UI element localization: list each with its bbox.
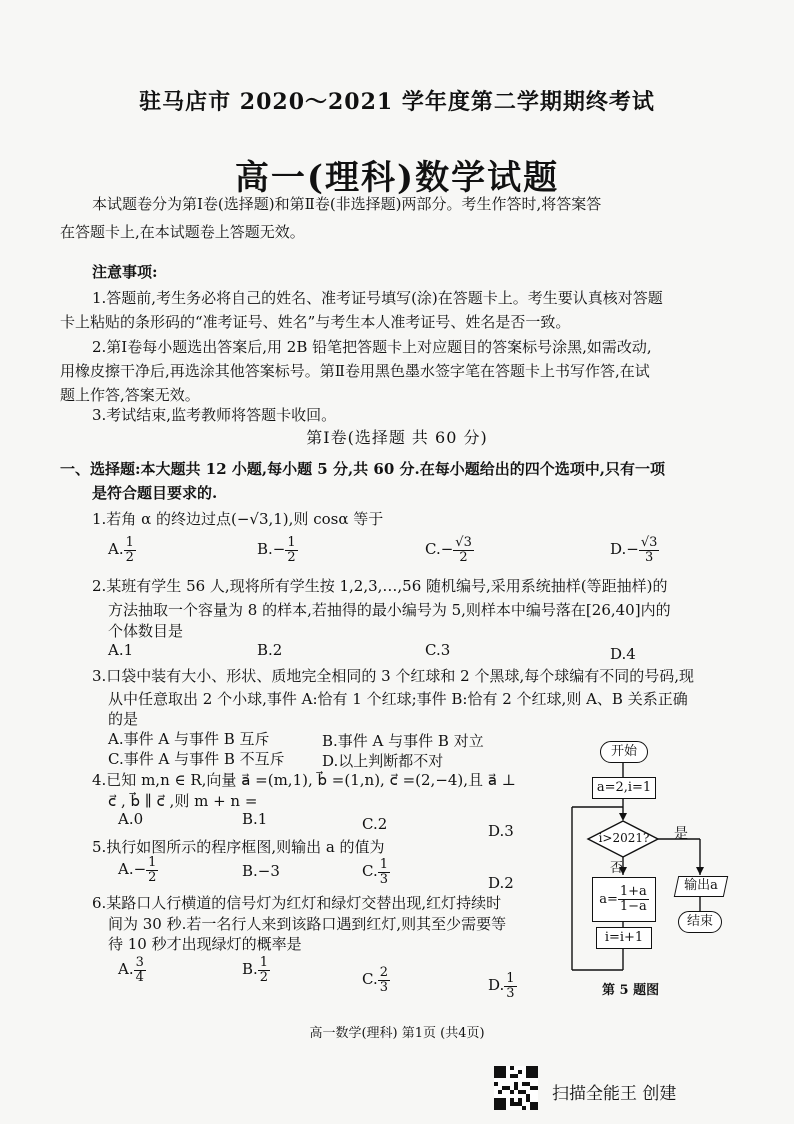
q5-c-num: 1	[379, 857, 388, 872]
q4-option-d: D.3	[488, 822, 514, 840]
q6-d-fraction	[504, 972, 516, 1000]
q2-option-d: D.4	[610, 645, 636, 663]
flow-yes-label: 是	[674, 826, 688, 842]
q2-option-c: C.3	[425, 641, 451, 659]
q4-option-c: C.2	[362, 815, 388, 833]
q1-option-d	[610, 536, 659, 564]
q5-option-b: B.−3	[242, 862, 280, 880]
q5-option-c	[362, 858, 390, 886]
flow-assign-num: 1+a	[619, 884, 647, 900]
q1-option-b	[257, 536, 298, 564]
q6-c-den: 3	[379, 979, 388, 995]
note-2b: 用橡皮擦干净后,再选涂其他答案标号。第Ⅱ卷用黑色墨水签字笔在答题卡上书写作答,在试	[60, 362, 650, 380]
flow-end: 结束	[678, 911, 722, 933]
flowchart-connectors	[560, 735, 740, 995]
q6-c-label: C.	[362, 970, 378, 989]
q5-stem: 5.执行如图所示的程序框图,则输出 a 的值为	[92, 838, 385, 856]
section-title: 第Ⅰ卷(选择题 共 60 分)	[306, 428, 488, 447]
q6-line-1: 6.某路口人行横道的信号灯为红灯和绿灯交替出现,红灯持续时	[92, 894, 502, 912]
q6-b-fraction	[258, 956, 270, 984]
q1-b-label: B.−	[257, 540, 286, 559]
flow-assign-fraction	[618, 885, 649, 913]
q4-option-a: A.0	[118, 810, 144, 828]
section-instruction-b: 是符合题目要求的.	[92, 484, 218, 502]
q4-line-2: c⃗ , b⃗ ∥ c⃗ ,则 m + n =	[108, 792, 258, 810]
flow-start: 开始	[600, 741, 648, 763]
q1-d-den: 3	[644, 549, 654, 565]
q4-line-1: 4.已知 m,n ∈ R,向量 a⃗ =(m,1), b⃗ =(1,n), c⃗ =(2,−4),且 a⃗ ⊥	[92, 771, 516, 789]
q4-option-b: B.1	[242, 810, 268, 828]
q1-c-fraction	[453, 536, 474, 564]
q1-a-fraction	[124, 536, 136, 564]
q6-line-2: 间为 30 秒.若一名行人来到该路口遇到红灯,则其至少需要等	[108, 915, 507, 933]
q6-b-den: 2	[259, 969, 269, 985]
qr-code-icon	[494, 1066, 538, 1110]
q1-c-num: √3	[455, 535, 472, 550]
q6-c-num: 2	[379, 965, 388, 980]
note-3: 3.考试结束,监考教师将答题卡收回。	[92, 406, 337, 424]
q6-b-num: 1	[259, 955, 269, 970]
q1-b-den: 2	[287, 549, 296, 565]
q1-b-num: 1	[287, 535, 296, 550]
q5-a-fraction	[146, 856, 158, 884]
q5-c-den: 3	[379, 871, 388, 887]
q3-line-2: 从中任意取出 2 个小球,事件 A:恰有 1 个红球;事件 B:恰有 2 个红球,则 A、B 关系正确	[108, 690, 688, 708]
q5-a-num: 1	[148, 855, 157, 870]
q1-c-label: C.−	[425, 540, 454, 559]
flow-no-label: 否	[610, 861, 624, 876]
q3-option-c: C.事件 A 与事件 B 不互斥	[108, 750, 285, 768]
q6-d-label: D.	[488, 976, 505, 995]
scanner-watermark: 扫描全能王 创建	[552, 1084, 677, 1104]
q6-d-den: 3	[506, 985, 515, 1001]
q5-a-label: A.−	[118, 860, 147, 879]
q1-b-fraction	[285, 536, 297, 564]
q2-line-3: 个体数目是	[108, 622, 184, 640]
q5-option-d: D.2	[488, 874, 514, 892]
q2-line-1: 2.某班有学生 56 人,现将所有学生按 1,2,3,…,56 随机编号,采用系统抽样(等距抽样)的	[92, 577, 668, 595]
q6-option-a	[118, 956, 146, 984]
flow-output	[674, 876, 728, 897]
q1-d-num: √3	[640, 535, 658, 550]
q3-option-b: B.事件 A 与事件 B 对立	[322, 732, 484, 750]
q6-b-label: B.	[242, 960, 258, 979]
note-1a: 1.答题前,考生务必将自己的姓名、准考证号填写(涂)在答题卡上。考生要认真核对答题	[92, 289, 663, 307]
page-footer: 高一数学(理科) 第1页 (共4页)	[309, 1026, 485, 1041]
intro-line-1: 本试题卷分为第Ⅰ卷(选择题)和第Ⅱ卷(非选择题)两部分。考生作答时,将答案答	[92, 195, 602, 213]
q1-d-fraction	[639, 536, 660, 564]
q6-option-c	[362, 966, 390, 994]
exam-title: 驻马店市 2020～2021 学年度第二学期期终考试	[139, 89, 655, 115]
flow-assign-lhs: a=	[599, 892, 618, 907]
q6-a-label: A.	[118, 960, 134, 979]
q3-option-d: D.以上判断都不对	[322, 752, 444, 770]
q6-a-num: 3	[135, 955, 144, 970]
q5-option-a	[118, 856, 158, 884]
intro-line-2: 在答题卡上,在本试题卷上答题无效。	[60, 223, 305, 241]
q1-a-label: A.	[108, 540, 124, 559]
q6-d-num: 1	[506, 971, 515, 986]
q1-option-c	[425, 536, 474, 564]
q3-line-3: 的是	[108, 710, 139, 728]
q1-d-label: D.−	[610, 540, 639, 559]
q6-a-fraction	[134, 956, 146, 984]
note-2a: 2.第Ⅰ卷每小题选出答案后,用 2B 铅笔把答题卡上对应题目的答案标号涂黑,如需改动,	[92, 338, 652, 356]
q6-option-d	[488, 972, 517, 1000]
paper-title: 高一(理科)数学试题	[234, 158, 560, 198]
section-instruction-a: 一、选择题:本大题共 12 小题,每小题 5 分,共 60 分.在每小题给出的四个选项中,只有一项	[60, 460, 665, 478]
q1-stem: 1.若角 α 的终边过点(−√3,1),则 cosα 等于	[92, 510, 384, 528]
q5-c-label: C.	[362, 862, 378, 881]
q1-a-den: 2	[125, 549, 134, 565]
q6-a-den: 4	[135, 969, 144, 985]
flow-condition: i>2021?	[598, 831, 650, 845]
q6-option-b	[242, 956, 270, 984]
flowchart-caption: 第 5 题图	[602, 983, 660, 998]
flowchart	[560, 735, 740, 998]
q3-option-a: A.事件 A 与事件 B 互斥	[108, 730, 270, 748]
q1-c-den: 2	[459, 549, 468, 565]
q6-line-3: 待 10 秒才出现绿灯的概率是	[108, 935, 302, 953]
q1-a-num: 1	[125, 535, 134, 550]
q2-line-2: 方法抽取一个容量为 8 的样本,若抽得的最小编号为 5,则样本中编号落在[26,40]内的	[108, 601, 671, 619]
q3-line-1: 3.口袋中装有大小、形状、质地完全相同的 3 个红球和 2 个黑球,每个球编有不同的号码,现	[92, 667, 695, 685]
q6-c-fraction	[378, 966, 390, 994]
flow-init: a=2,i=1	[592, 777, 656, 799]
notes-heading: 注意事项:	[92, 263, 158, 281]
q1-option-a	[108, 536, 136, 564]
flow-increment: i=i+1	[596, 927, 652, 949]
q5-a-den: 2	[148, 869, 157, 885]
q5-c-fraction	[378, 858, 390, 886]
note-2c: 题上作答,答案无效。	[60, 386, 200, 404]
flow-output-label: 输出a	[684, 878, 718, 893]
flow-assign	[592, 877, 656, 922]
flow-assign-den: 1−a	[619, 899, 647, 914]
q2-option-b: B.2	[257, 641, 283, 659]
note-1b: 卡上粘贴的条形码的“准考证号、姓名”与考生本人准考证号、姓名是否一致。	[60, 313, 571, 331]
q2-option-a: A.1	[108, 641, 134, 659]
